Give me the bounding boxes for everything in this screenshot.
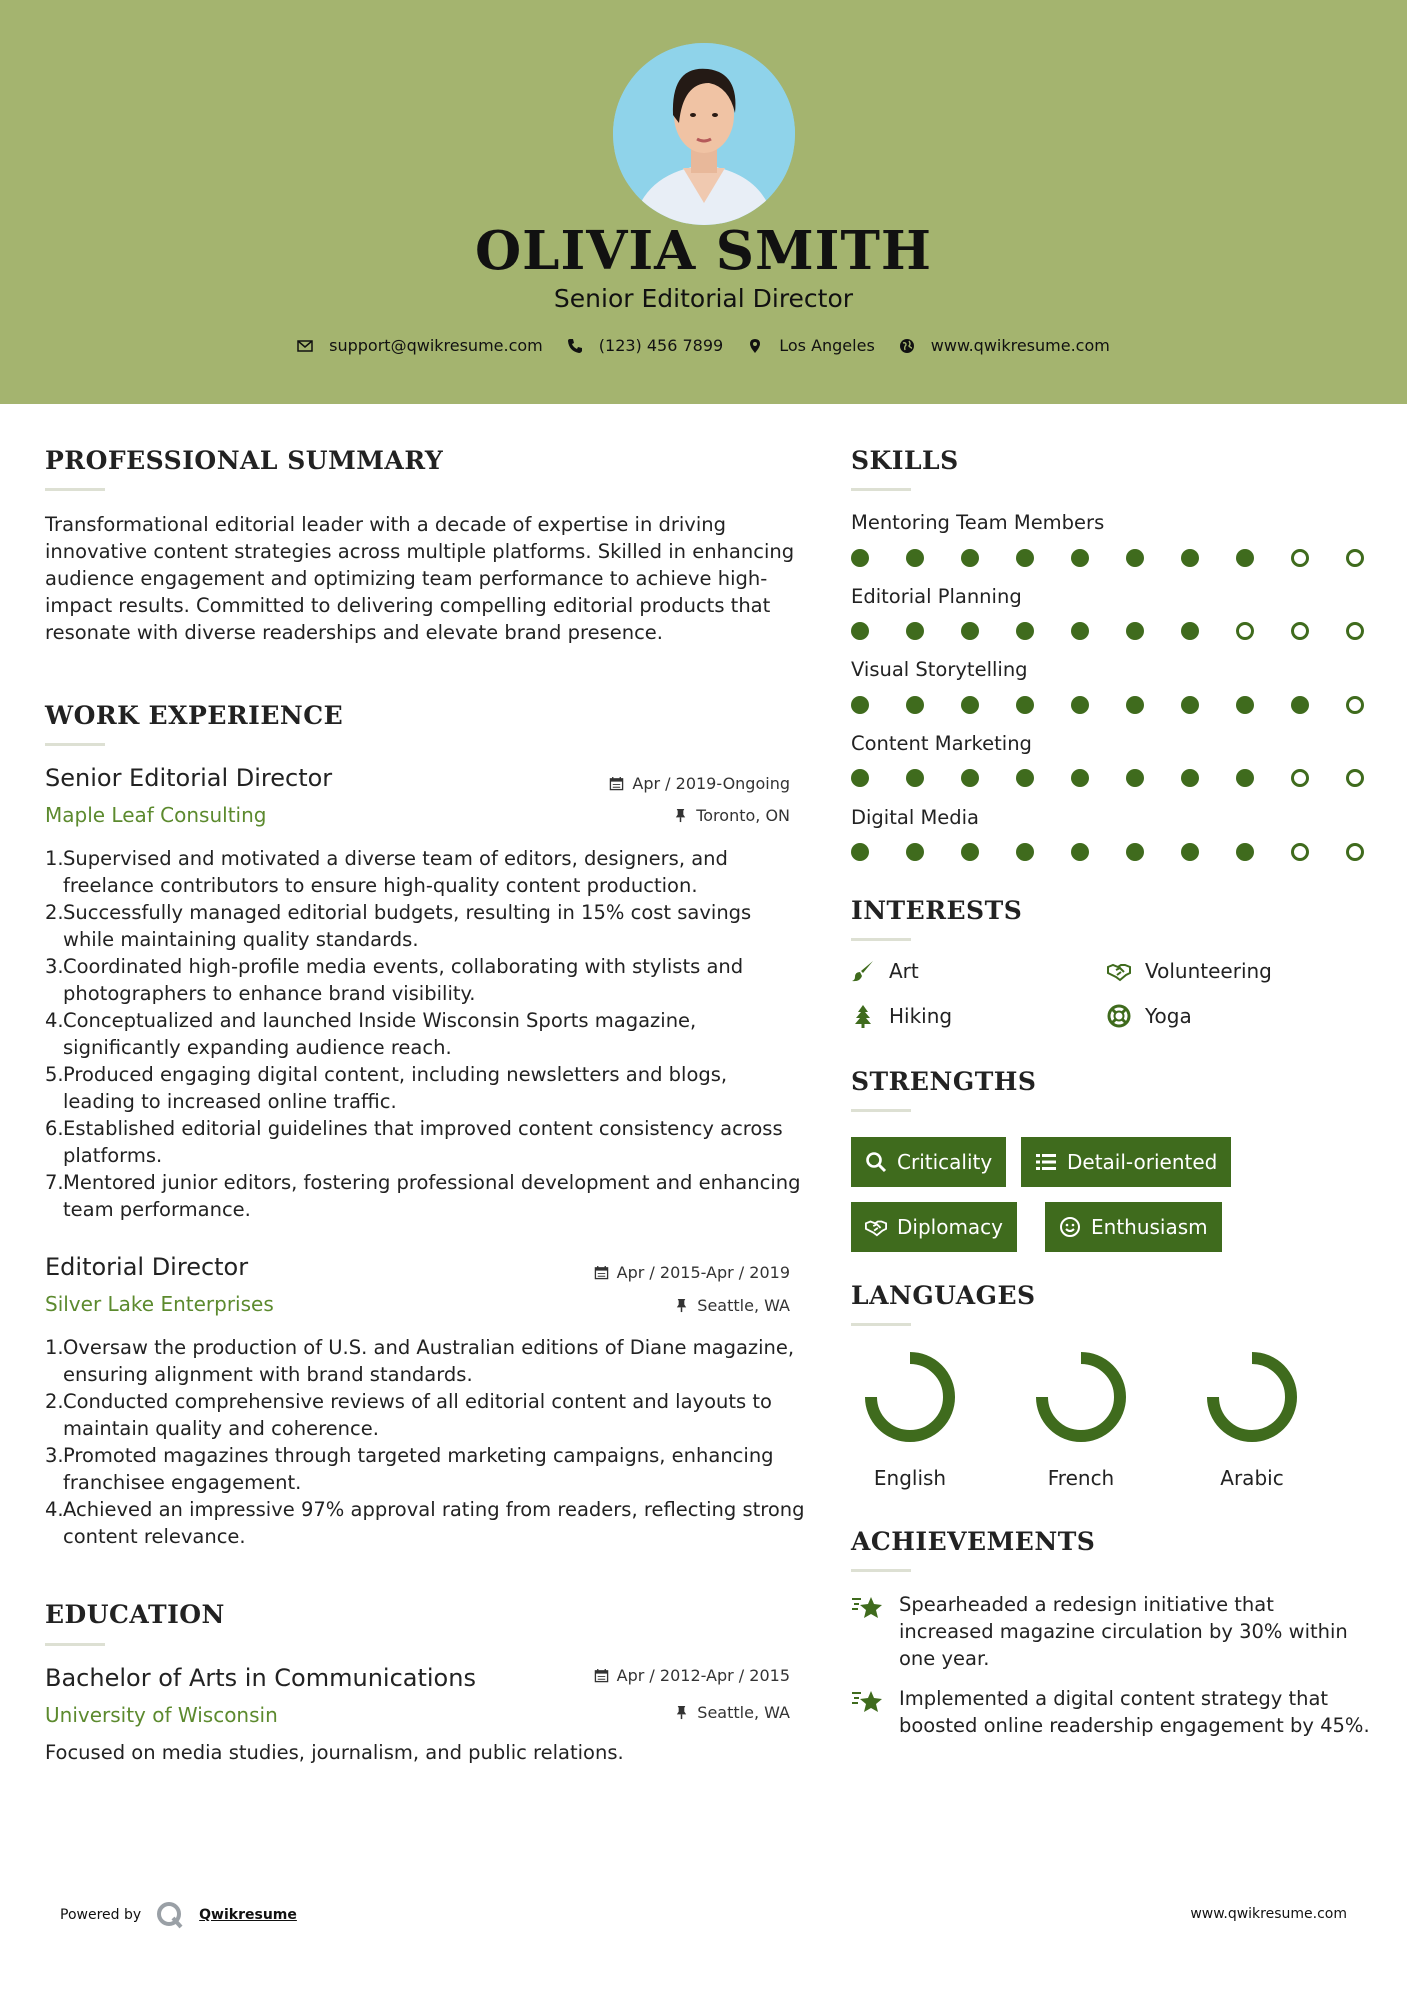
rating-dot-filled [1236, 769, 1254, 787]
achievement-item [851, 1591, 1371, 1672]
interest-label: Yoga [1145, 1004, 1192, 1028]
list-item: 7. Mentored junior editors, fostering professional development and enhancing team performance. [45, 1171, 801, 1221]
achievement-item [851, 1685, 1371, 1739]
section-divider [45, 488, 105, 491]
list-item: 3. Promoted magazines through targeted marketing campaigns, enhancing franchisee engagement. [45, 1444, 774, 1494]
rating-dot-filled [1236, 696, 1254, 714]
rating-dot-filled [961, 843, 979, 861]
phone-icon [567, 338, 583, 354]
pushpin-icon [673, 808, 688, 823]
rating-dot-filled [906, 549, 924, 567]
map-pin-icon [747, 338, 763, 354]
contact-email[interactable] [297, 336, 543, 355]
contact-phone[interactable] [567, 336, 723, 355]
skill-rating [851, 769, 1401, 787]
phone-text: (123) 456 7899 [598, 336, 724, 355]
rating-dot-filled [1016, 622, 1034, 640]
rating-dot-filled [1126, 622, 1144, 640]
education-location [500, 1703, 790, 1722]
language-label: Arabic [1220, 1466, 1284, 1490]
rating-dot-filled [1071, 549, 1089, 567]
language-ring [863, 1350, 957, 1444]
website-text: www.qwikresume.com [930, 336, 1110, 355]
achievement-text: Spearheaded a redesign initiative that increased magazine circulation by 30% within one year. [899, 1593, 1348, 1670]
rating-dot-filled [1071, 769, 1089, 787]
rating-dot-filled [1126, 843, 1144, 861]
rating-dot-filled [1071, 622, 1089, 640]
language-ring [1034, 1350, 1128, 1444]
contact-website[interactable] [899, 336, 1110, 355]
rating-dot-filled [961, 622, 979, 640]
rating-dot-filled [851, 843, 869, 861]
section-divider [851, 1569, 911, 1572]
rating-dot-filled [1016, 769, 1034, 787]
rating-dot-filled [906, 769, 924, 787]
achievement-text: Implemented a digital content strategy that boosted online readership engagement by 45%. [899, 1687, 1370, 1737]
strength-badge [851, 1202, 1017, 1252]
resume-header [0, 0, 1407, 404]
section-divider [45, 1643, 105, 1646]
language-item [855, 1350, 965, 1490]
search-icon [865, 1151, 887, 1173]
handshake-icon [865, 1216, 887, 1238]
skill-rating [851, 696, 1401, 714]
list-item: 3. Coordinated high-profile media events, collaborating with stylists and photographers to enhance brand visibility. [45, 955, 744, 1005]
section-divider [851, 938, 911, 941]
calendar-icon [609, 776, 624, 791]
rating-dot-empty [1346, 622, 1364, 640]
rating-dot-empty [1346, 549, 1364, 567]
rating-dot-empty [1291, 843, 1309, 861]
interest-label: Art [889, 959, 919, 983]
interest-item [1107, 1004, 1192, 1028]
strength-label: Diplomacy [897, 1215, 1004, 1239]
rating-dot-filled [1126, 549, 1144, 567]
list-item: 1. Oversaw the production of U.S. and Australian editions of Diane magazine, ensuring alignment with brand standards. [45, 1336, 795, 1386]
shooting-star-icon [851, 1687, 885, 1715]
interest-item [851, 959, 919, 983]
email-text: support@qwikresume.com [329, 336, 543, 355]
rating-dot-filled [851, 549, 869, 567]
job-location-text: Seattle, WA [697, 1296, 790, 1315]
footer-powered-by [60, 1900, 297, 1930]
company-name: Silver Lake Enterprises [45, 1292, 274, 1316]
section-divider [851, 488, 911, 491]
powered-by-label: Powered by [60, 1907, 142, 1923]
job-title: Senior Editorial Director [45, 764, 333, 792]
tree-icon [851, 1004, 875, 1028]
smile-icon [1059, 1216, 1081, 1238]
rating-dot-filled [1181, 843, 1199, 861]
education-location-text: Seattle, WA [697, 1703, 790, 1722]
list-item: 4. Achieved an impressive 97% approval rating from readers, reflecting strong content relevance. [45, 1498, 805, 1548]
interest-item [1107, 959, 1272, 983]
contact-location [747, 336, 875, 355]
job-bullets [45, 845, 805, 1223]
section-heading-experience: WORK EXPERIENCE [45, 701, 344, 730]
globe-icon [899, 338, 915, 354]
school-name: University of Wisconsin [45, 1703, 278, 1727]
list-item: 2. Successfully managed editorial budgets, resulting in 15% cost savings while maintaining quality standards. [45, 901, 752, 951]
rating-dot-filled [906, 843, 924, 861]
job-bullets [45, 1334, 805, 1550]
list-item: 1. Supervised and motivated a diverse team of editors, designers, and freelance contributors to ensure high-quality content production. [45, 847, 728, 897]
handshake-icon [1107, 959, 1131, 983]
section-heading-interests: INTERESTS [851, 896, 1023, 925]
language-item [1197, 1350, 1307, 1490]
rating-dot-filled [1181, 549, 1199, 567]
rating-dot-filled [906, 696, 924, 714]
rating-dot-filled [851, 622, 869, 640]
shooting-star-icon [851, 1593, 885, 1621]
language-label: English [873, 1466, 947, 1490]
list-item: 2. Conducted comprehensive reviews of all editorial content and layouts to maintain quality and coherence. [45, 1390, 772, 1440]
rating-dot-filled [1236, 549, 1254, 567]
rating-dot-empty [1291, 622, 1309, 640]
interest-label: Hiking [889, 1004, 953, 1028]
rating-dot-empty [1291, 769, 1309, 787]
skill-name: Visual Storytelling [851, 658, 1028, 681]
summary-text: Transformational editorial leader with a decade of expertise in driving innovative content strategies across multiple platforms. Skilled in enhancing audience engagement and optimizing team performance to achieve high-impact results. Committed to delivering compelling editorial products that resonate with diverse readerships and elevate brand presence. [45, 513, 795, 644]
job-dates-text: Apr / 2015-Apr / 2019 [616, 1263, 790, 1282]
qwikresume-logo-icon [155, 1900, 185, 1930]
language-label: French [1047, 1466, 1115, 1490]
rating-dot-filled [1126, 696, 1144, 714]
job-title: Editorial Director [45, 1253, 249, 1281]
strength-label: Criticality [897, 1150, 993, 1174]
degree-title: Bachelor of Arts in Communications [45, 1664, 476, 1692]
rating-dot-filled [1016, 696, 1034, 714]
rating-dot-filled [906, 622, 924, 640]
job-location-text: Toronto, ON [696, 806, 790, 825]
strength-label: Enthusiasm [1091, 1215, 1208, 1239]
section-divider [851, 1109, 911, 1112]
language-ring [1205, 1350, 1299, 1444]
job-dates [500, 1263, 790, 1282]
education-description: Focused on media studies, journalism, and public relations. [45, 1741, 624, 1764]
skill-rating [851, 622, 1401, 640]
rating-dot-filled [1071, 696, 1089, 714]
education-dates [500, 1666, 790, 1685]
rating-dot-empty [1291, 549, 1309, 567]
section-heading-skills: SKILLS [851, 446, 959, 475]
rating-dot-empty [1346, 696, 1364, 714]
footer-url[interactable]: www.qwikresume.com [1190, 1906, 1347, 1922]
section-heading-languages: LANGUAGES [851, 1281, 1036, 1310]
section-heading-summary: PROFESSIONAL SUMMARY [45, 446, 444, 475]
strength-label: Detail-oriented [1067, 1150, 1218, 1174]
rating-dot-filled [1236, 843, 1254, 861]
pushpin-icon [674, 1298, 689, 1313]
rating-dot-filled [1016, 843, 1034, 861]
contact-bar [0, 336, 1407, 355]
rating-dot-filled [1071, 843, 1089, 861]
section-divider [45, 743, 105, 746]
pushpin-icon [674, 1705, 689, 1720]
calendar-icon [594, 1668, 609, 1683]
strength-badge [851, 1137, 1006, 1187]
interest-item [851, 1004, 952, 1028]
rating-dot-empty [1346, 769, 1364, 787]
strength-badge [1021, 1137, 1231, 1187]
rating-dot-filled [1291, 696, 1309, 714]
candidate-title: Senior Editorial Director [553, 284, 854, 313]
skill-name: Digital Media [851, 806, 980, 829]
skill-name: Editorial Planning [851, 585, 1022, 608]
calendar-icon [594, 1265, 609, 1280]
rating-dot-filled [1016, 549, 1034, 567]
rating-dot-filled [961, 769, 979, 787]
rating-dot-filled [1181, 769, 1199, 787]
list-item: 5. Produced engaging digital content, including newsletters and blogs, leading to increased online traffic. [45, 1063, 728, 1113]
profile-photo [613, 43, 795, 225]
rating-dot-filled [1126, 769, 1144, 787]
job-dates [500, 774, 790, 793]
section-heading-strengths: STRENGTHS [851, 1067, 1037, 1096]
strength-badge [1045, 1202, 1222, 1252]
paintbrush-icon [851, 959, 875, 983]
section-heading-achievements: ACHIEVEMENTS [851, 1527, 1096, 1556]
rating-dot-filled [1181, 622, 1199, 640]
list-item: 6. Established editorial guidelines that improved content consistency across platforms. [45, 1117, 783, 1167]
section-heading-education: EDUCATION [45, 1600, 225, 1629]
job-location [500, 1296, 790, 1315]
skill-rating [851, 549, 1401, 567]
rating-dot-empty [1346, 843, 1364, 861]
location-text: Los Angeles [779, 336, 875, 355]
interest-label: Volunteering [1145, 959, 1272, 983]
skill-name: Mentoring Team Members [851, 511, 1105, 534]
rating-dot-empty [1236, 622, 1254, 640]
rating-dot-filled [851, 769, 869, 787]
skill-rating [851, 843, 1401, 861]
skill-name: Content Marketing [851, 732, 1032, 755]
candidate-name: OLIVIA SMITH [475, 220, 932, 282]
list-item: 4. Conceptualized and launched Inside Wisconsin Sports magazine, significantly expanding audience reach. [45, 1009, 697, 1059]
brand-link[interactable]: Qwikresume [199, 1907, 297, 1923]
rating-dot-filled [961, 696, 979, 714]
job-dates-text: Apr / 2019-Ongoing [632, 774, 790, 793]
list-icon [1035, 1151, 1057, 1173]
job-location [500, 806, 790, 825]
education-dates-text: Apr / 2012-Apr / 2015 [616, 1666, 790, 1685]
section-divider [851, 1323, 911, 1326]
rating-dot-filled [1181, 696, 1199, 714]
envelope-icon [297, 338, 313, 354]
language-item [1026, 1350, 1136, 1490]
lifering-icon [1107, 1004, 1131, 1028]
company-name: Maple Leaf Consulting [45, 803, 267, 827]
rating-dot-filled [961, 549, 979, 567]
rating-dot-filled [851, 696, 869, 714]
